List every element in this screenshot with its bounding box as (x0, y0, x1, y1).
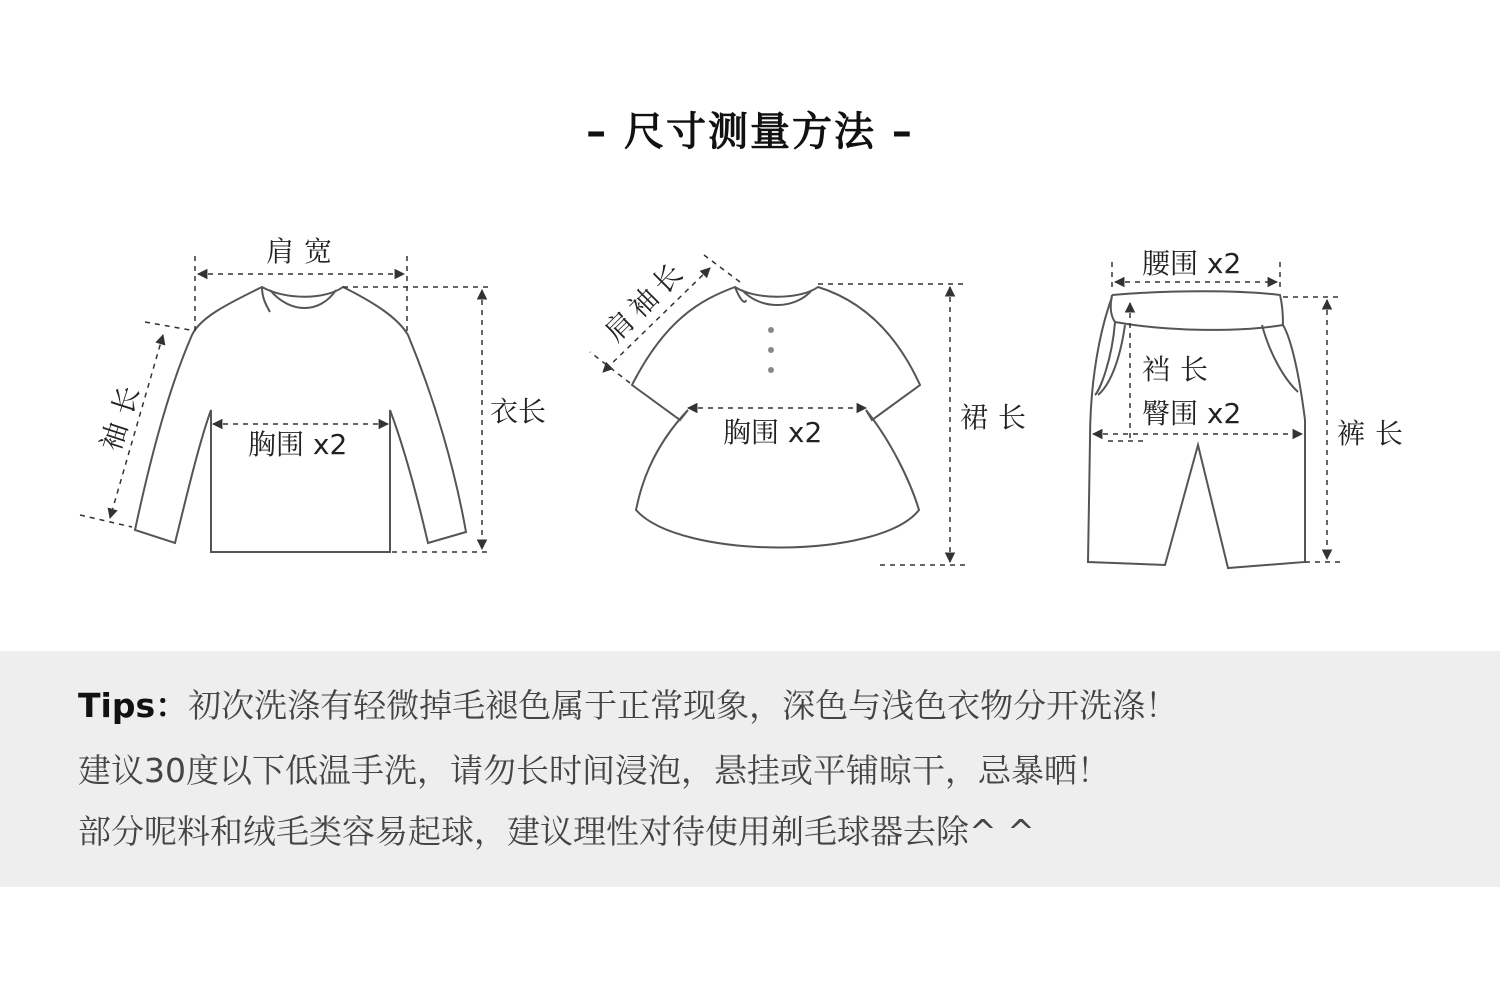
dress-length-label: 裙长 (960, 401, 1037, 434)
shirt-length-label: 衣长 (490, 395, 547, 428)
shirt-shoulder-label: 肩宽 (266, 235, 343, 268)
dress-shoulder-sleeve-label: 肩袖长 (597, 252, 694, 349)
shirt-chest-label: 胸围 x2 (248, 428, 348, 461)
shorts-rise-label: 裆长 (1142, 353, 1219, 386)
tips-line-2: 建议30度以下低温手洗，请勿长时间浸泡，悬挂或平铺晾干，忌暴晒！ (78, 751, 1110, 790)
shirt-sleeve-label: 袖长 (94, 372, 149, 456)
shorts-hip-label: 臀围 x2 (1142, 397, 1242, 430)
tips-heading: Tips： (78, 686, 189, 725)
tips-panel (0, 651, 1500, 887)
shorts-length-label: 裤长 (1337, 417, 1414, 450)
tips-line-3: 部分呢料和绒毛类容易起球，建议理性对待使用剃毛球器去除^ ^ (78, 812, 1035, 851)
tips-text-1: 初次洗涤有轻微掉毛褪色属于正常现象，深色与浅色衣物分开洗涤！ (188, 686, 1179, 725)
dress-chest-label: 胸围 x2 (723, 416, 823, 449)
shorts-waist-label: 腰围 x2 (1142, 247, 1242, 280)
shirt-outline (135, 287, 466, 552)
page-title: – 尺寸测量方法 – (586, 109, 914, 155)
dress-buttons (768, 327, 774, 373)
tips-line-1 (78, 686, 1179, 725)
